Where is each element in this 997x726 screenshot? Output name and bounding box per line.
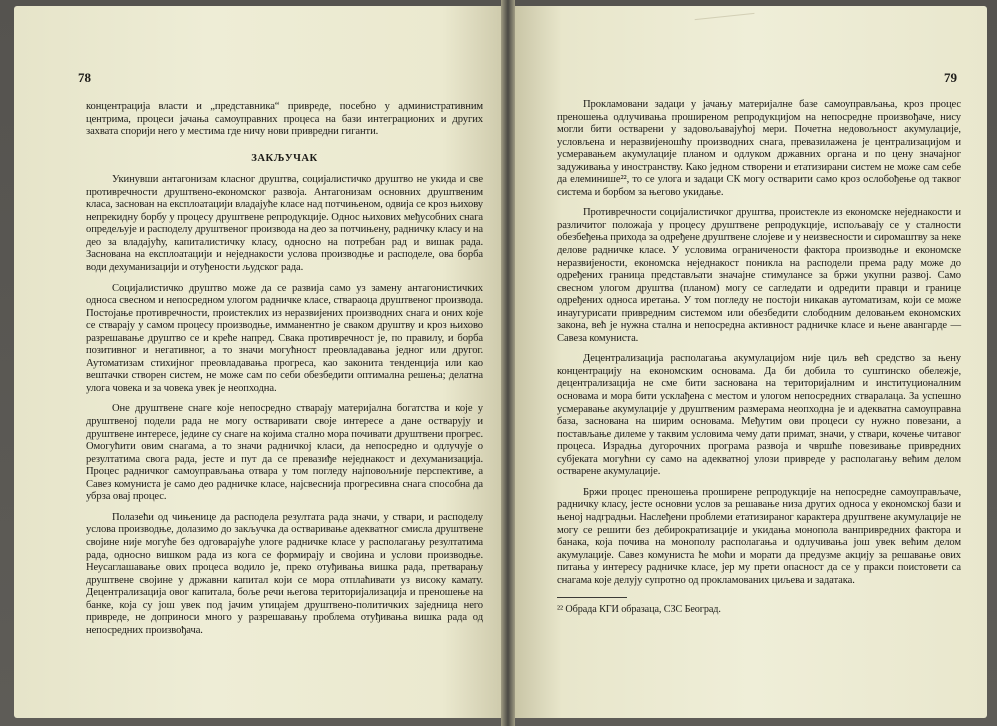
paragraph: Прокламовани задаци у јачању материјалне базе самоуправљања, кроз процес преношења одлучивања проширеном репродукцијом на непосредне произвођаче, нису могли бити остварени у задовољавајућој мери. Почетна недовољност акумулације, условљена и неразвијеношћу производних снага, превазилажена је централизацијом и усмеравањем акумулације планом и одлуком државних органа и по цену значајног задуживања у иностранству. Како једном створени и етатизирани систем не може сам себе да елеминише²², то се улога и задаци СК могу остварити само кроз ослобођење од таквог система и борбом за његово укидање.: [557, 99, 961, 198]
right-page-text: [557, 99, 961, 617]
paragraph: Полазећи од чињенице да расподела резултата рада значи, у ствари, и расподелу услова производње, долазимо до закључка да остваривање адекватног смисла друштвене својине није могуће без одговарајуће улоге радничке класе у располагању резултатима рада, односно вишком рада из кога се формирају и својина и услови производње. Неусаглашавање ових процеса водило је, преко отуђивања вишка рада, претварању друштвене својине у државни капитал који се мора отплаћивати уз високу камату. Децентрализација овог капитала, боље речи његова територијализација и преношење на банке, која су још увек под јачим утицајем друштвено-политичких заједница него привреде, не доприноси много у разрешавању проблема отуђивања вишка рада од непосредних произвођача.: [86, 511, 483, 636]
page-mark: [695, 13, 756, 28]
page-number: 78: [78, 70, 91, 85]
footnote: ²² Обрада КГИ образаца, СЗС Београд.: [557, 604, 721, 616]
section-heading: ЗАКЉУЧАК: [251, 152, 318, 164]
page-number: 79: [944, 70, 957, 85]
paragraph: Противречности социјалистичког друштва, проистекле из економске неједнакости и различитог положаја у процесу друштвене репродукције, испољавају се у сталности обезбеђења прихода за одређене друштвене слојеве и у неизвесности и сиромаштву за неке делове радничке класе. У условима ограничености фактора производње и економске неразвијености, економска неједнакост поникла на расподели према раду може до одређених граница представљати значајне стимулансе за бржи укупни развој. Само свесном улогом друштва (планом) могу се сагледати и одредити правци и границе одређених односа иретања. У том погледу не постоји никакав аутоматизам, који се може инаугурисати привредним системом или обезбедити слободним деловањем економских закона, већ је нужна стална и непосредна активност радничке класе и њене авангарде — Савеза комуниста.: [557, 207, 961, 344]
footnote-rule: [557, 597, 627, 598]
left-page-text: [86, 101, 483, 637]
right-page: [515, 6, 987, 718]
paragraph: Децентрализација располагања акумулацијом није циљ већ средство за њену концентрацију на економским основама. Да би добила то суштинско обележје, децентрализација не сме бити заснована на територијалним и институционалним основама и мора бити усклађена с местом и улогом непосредних стваралаца. За успешно усмеравање акумулације у друштвеним размерама неопходна је и адекватна самоуправна база, заснована на ширим основама. Међутим ови процеси су нужно повезани, а постављање дилеме у таквим условима чему дати примат, значи, у ствари, кочење читавог процеса. Израдња дугорочних програма развоја и чвршће повезивање привредних субјеката могућни су само на адекватној улози привреде у располагању већим делом остварене акумулације.: [557, 353, 961, 478]
paragraph: Укинувши антагонизам класног друштва, социјалистичко друштво не укида и све противречности друштвено-економског развоја. Антагонизам основних друштвеним класа, заснован на експлоатацији владајуће класе над потчињеном, одвија се кроз њихову непрекидну борбу у процесу друштвене репродукције. Однос њихових међусобних снага опредељује и расподелу друштвеног производа на део за потчињену, радничку класу и на део за владајућу, капиталистичку класу, односно на потребан рад и вишак рада. Заснована на експлоатацији и неједнакости услова производње и расподеле, ова борба води дехуманизацији и отуђености људског рада.: [86, 174, 483, 274]
paragraph: Оне друштвене снаге које непосредно стварају материјална богатства и које у друштвеној подели рада не могу остваривати своје интересе а дане остварују и друштвене интересе, једине су снаге на којима стално мора почивати друштвени прогрес. Омогућити овим снагама, а то значи радничкој класи, да непосредно и одлучује о резултатима свога рада, јесте и пут да се превазиђе неједнакост и дехуманизација. Процес радничког самоуправљања отвара у том погледу најповољније перспективе, а Савез комуниста је само део радничке класе, најсвеснија прогресивна снага способна да убрза овај процес.: [86, 403, 484, 503]
opening-paragraph: концентрација власти и „представника“ привреде, посебно у административним центрима, процеси јачања самоуправних процеса на бази интеграционих и других захвата спорији него у местима где ничу нови привредни гиганти.: [86, 101, 483, 138]
book-gutter: [501, 0, 515, 726]
left-page: [14, 6, 501, 718]
paragraph: Бржи процес преношења проширене репродукције на непосредне самоуправљаче, радничку класу, јесте основни услов за решавање низа других односа у економској бази и њеној надградњи. Наслеђени проблеми етатизираног карактера друштвене акумулације не могу се решити без дебирократизације и укидања монопола ванпривредних фактора и банака, која почива на монополу располагања и одлучивања још увек већим делом акумулације. Савез комуниста ће моћи и морати да предузме акцију за решавање ових питања у интересу радничке класе, јер му прети опасност да се у пракси поистовети са снагама које делују супротно од прокламованих циљева и задатака.: [557, 486, 961, 586]
paragraph: Социјалистичко друштво може да се развија само уз замену антагонистичких односа свесном и непосредном улогом радничке класе, ствараоца друштвеног производа. Постојање противречности, проистеклих из неразвијених производних снага и оних које се стварају у самом процесу производње, имманентно је сваком друштву и кроз њихово разрешавање друштво се и креће напред. Свака противречност је, по правилу, и борба позитивног и негативног, а то значи могућност преовладавања једног или другог. Аутоматизам стихијног преовладавања прогреса, као законита тенденција или као вештачки створен систем, не може сам по себи обезбедити оптимална решења; делатна улога човека и за човека увек је неопходна.: [86, 282, 483, 394]
